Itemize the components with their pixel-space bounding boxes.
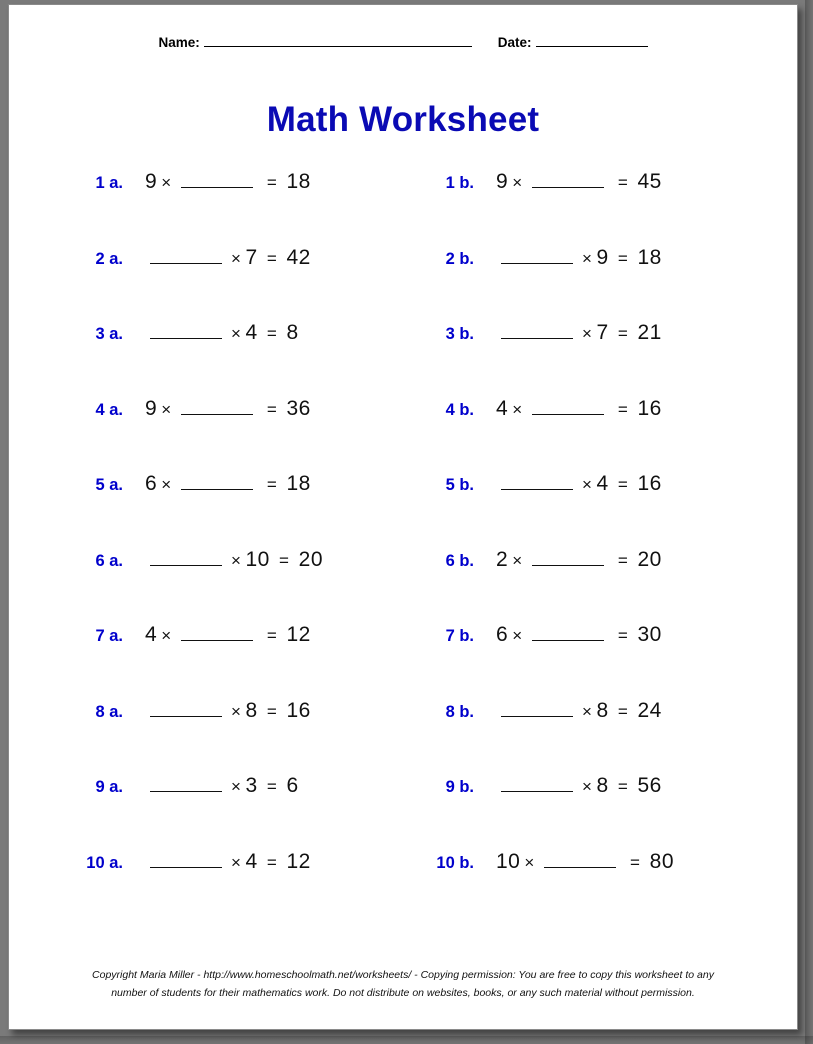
- equals-operator: =: [612, 475, 634, 494]
- equals-operator: =: [612, 248, 634, 268]
- operand-b: 7: [245, 245, 258, 269]
- multiplication-operator: ×: [231, 701, 242, 721]
- problem-number: 4 b.: [445, 400, 474, 419]
- equals-operator: =: [624, 852, 646, 872]
- page-title: Math Worksheet: [266, 100, 540, 139]
- operand-b: 8: [596, 774, 609, 797]
- problem-expression: [474, 548, 662, 572]
- problem-cell: [412, 623, 763, 647]
- operand-a: 4: [496, 396, 509, 420]
- multiplication-operator: ×: [582, 777, 593, 796]
- product-value: 21: [637, 321, 662, 344]
- equals-operator: =: [261, 248, 283, 268]
- problem-cell: [61, 850, 412, 874]
- operand-b: 4: [245, 321, 258, 344]
- problem-expression: [123, 170, 311, 194]
- problem-cell: [412, 850, 763, 874]
- answer-blank[interactable]: [544, 853, 616, 868]
- operand-b: 10: [245, 547, 270, 571]
- problem-expression: [123, 397, 311, 421]
- answer-blank[interactable]: [501, 777, 573, 792]
- multiplication-operator: ×: [231, 324, 242, 343]
- equals-operator: =: [261, 626, 283, 645]
- operand-b: 9: [596, 245, 609, 269]
- problem-row: [61, 548, 763, 624]
- problem-row: [61, 699, 763, 775]
- page-edge-shadow-right: [805, 0, 813, 1044]
- problem-cell: [61, 170, 412, 194]
- problem-number: 7 a.: [95, 627, 123, 645]
- answer-blank[interactable]: [150, 702, 222, 717]
- multiplication-operator: ×: [582, 248, 593, 268]
- product-value: 20: [298, 547, 324, 571]
- date-label: Date:: [497, 35, 532, 50]
- product-value: 12: [286, 849, 311, 873]
- problem-number: 3 a.: [95, 325, 123, 343]
- multiplication-operator: ×: [231, 777, 242, 796]
- problem-expression: [474, 397, 662, 421]
- equals-operator: =: [261, 852, 283, 872]
- operand-a: 9: [496, 170, 509, 193]
- answer-blank[interactable]: [501, 475, 573, 490]
- equals-operator: =: [612, 550, 634, 570]
- product-value: 16: [286, 698, 311, 722]
- problem-number: 7 b.: [445, 627, 474, 645]
- answer-blank[interactable]: [501, 324, 573, 339]
- problem-cell: [412, 699, 763, 723]
- problem-row: [61, 623, 763, 699]
- problem-expression: [123, 472, 311, 496]
- problem-expression: [123, 548, 323, 572]
- problem-expression: [123, 774, 299, 798]
- multiplication-operator: ×: [161, 475, 172, 494]
- problem-cell: [61, 321, 412, 345]
- problem-cell: [412, 774, 763, 798]
- product-value: 36: [286, 396, 311, 420]
- multiplication-operator: ×: [512, 399, 523, 419]
- problem-number: 3 b.: [445, 325, 474, 343]
- date-input-line[interactable]: [536, 33, 648, 47]
- multiplication-operator: ×: [231, 550, 242, 570]
- operand-a: 6: [496, 623, 509, 646]
- operand-a: 4: [145, 623, 158, 646]
- equals-operator: =: [612, 701, 634, 721]
- multiplication-operator: ×: [582, 701, 593, 721]
- problem-number: 9 b.: [445, 778, 474, 796]
- problem-cell: [61, 774, 412, 798]
- multiplication-operator: ×: [512, 626, 523, 645]
- operand-a: 2: [496, 547, 509, 571]
- problem-row: [61, 472, 763, 548]
- footer-copyright: [9, 967, 797, 1003]
- product-value: 16: [637, 472, 662, 495]
- problem-expression: [123, 850, 311, 874]
- problem-row: [61, 246, 763, 322]
- equals-operator: =: [612, 777, 634, 796]
- problem-expression: [474, 623, 662, 647]
- operand-b: 7: [596, 321, 609, 344]
- problem-number: 10 b.: [436, 853, 474, 872]
- equals-operator: =: [261, 324, 283, 343]
- equals-operator: =: [261, 399, 283, 419]
- multiplication-operator: ×: [524, 852, 535, 872]
- product-value: 18: [286, 472, 311, 495]
- problem-number: 8 a.: [95, 702, 123, 721]
- equals-operator: =: [612, 399, 634, 419]
- problem-cell: [61, 472, 412, 496]
- product-value: 80: [649, 849, 675, 873]
- equals-operator: =: [261, 777, 283, 796]
- problem-number: 1 a.: [95, 174, 123, 192]
- problem-cell: [412, 246, 763, 270]
- product-value: 45: [637, 170, 662, 193]
- problem-cell: [412, 472, 763, 496]
- problem-cell: [412, 548, 763, 572]
- problem-row: [61, 397, 763, 473]
- multiplication-operator: ×: [231, 248, 242, 268]
- name-date-row: [9, 33, 797, 50]
- answer-blank[interactable]: [532, 400, 604, 415]
- equals-operator: =: [612, 626, 634, 645]
- problem-number: 2 a.: [95, 249, 123, 268]
- problem-row: [61, 850, 763, 926]
- equals-operator: =: [261, 173, 283, 192]
- product-value: 24: [637, 698, 662, 722]
- product-value: 42: [286, 245, 311, 269]
- problem-number: 6 a.: [95, 551, 123, 570]
- problem-number: 4 a.: [95, 400, 123, 419]
- product-value: 56: [637, 774, 662, 797]
- operand-b: 3: [245, 774, 258, 797]
- problem-cell: [412, 397, 763, 421]
- page-edge-shadow-bottom: [0, 1036, 813, 1044]
- worksheet-sheet: [8, 4, 798, 1030]
- operand-b: 8: [245, 698, 258, 722]
- problem-expression: [474, 699, 662, 723]
- problem-number: 2 b.: [445, 249, 474, 268]
- problem-expression: [123, 699, 311, 723]
- equals-operator: =: [612, 173, 634, 192]
- equals-operator: =: [261, 701, 283, 721]
- problem-number: 1 b.: [445, 174, 474, 192]
- footer-line-1: Copyright Maria Miller - http://www.homeschoolmath.net/worksheets/ - Copying permission: You are free to copy this worksheet to any: [92, 969, 714, 982]
- answer-blank[interactable]: [181, 475, 253, 490]
- product-value: 20: [637, 547, 662, 571]
- problem-number: 9 a.: [95, 778, 123, 796]
- multiplication-operator: ×: [512, 550, 523, 570]
- answer-blank[interactable]: [150, 324, 222, 339]
- operand-a: 6: [145, 472, 158, 495]
- answer-blank[interactable]: [501, 702, 573, 717]
- problem-expression: [474, 246, 662, 270]
- problem-cell: [412, 170, 763, 194]
- answer-blank[interactable]: [181, 400, 253, 415]
- answer-blank[interactable]: [181, 626, 253, 641]
- product-value: 6: [286, 774, 299, 797]
- multiplication-operator: ×: [161, 399, 172, 419]
- problem-row: [61, 774, 763, 850]
- answer-blank[interactable]: [150, 777, 222, 792]
- problem-expression: [474, 850, 674, 874]
- problem-cell: [412, 321, 763, 345]
- product-value: 12: [286, 623, 311, 646]
- problem-cell: [61, 246, 412, 270]
- problem-number: 6 b.: [445, 551, 474, 570]
- problem-expression: [123, 321, 299, 345]
- problem-number: 8 b.: [445, 702, 474, 721]
- operand-a: 9: [145, 396, 158, 420]
- name-label: Name:: [158, 35, 200, 50]
- product-value: 16: [637, 396, 662, 420]
- multiplication-operator: ×: [582, 324, 593, 343]
- problem-expression: [474, 774, 662, 798]
- multiplication-operator: ×: [231, 852, 242, 872]
- problem-number: 5 b.: [445, 476, 474, 494]
- problem-expression: [474, 472, 662, 496]
- operand-a: 9: [145, 170, 158, 193]
- answer-blank[interactable]: [181, 173, 253, 188]
- answer-blank[interactable]: [150, 249, 222, 264]
- problem-expression: [474, 170, 662, 194]
- equals-operator: =: [261, 475, 283, 494]
- problem-cell: [61, 699, 412, 723]
- multiplication-operator: ×: [161, 626, 172, 645]
- product-value: 8: [286, 321, 299, 344]
- answer-blank[interactable]: [150, 853, 222, 868]
- multiplication-operator: ×: [582, 475, 593, 494]
- answer-blank[interactable]: [532, 173, 604, 188]
- footer-line-2: number of students for their mathematics work. Do not distribute on websites, books, or any such material without permission.: [111, 987, 695, 1000]
- problem-expression: [123, 623, 311, 647]
- answer-blank[interactable]: [501, 249, 573, 264]
- answer-blank[interactable]: [150, 551, 222, 566]
- operand-a: 10: [496, 849, 521, 873]
- product-value: 30: [637, 623, 662, 646]
- equals-operator: =: [273, 550, 295, 570]
- product-value: 18: [286, 170, 311, 193]
- operand-b: 8: [596, 698, 609, 722]
- problem-expression: [474, 321, 662, 345]
- problem-number: 5 a.: [95, 476, 123, 494]
- problem-cell: [61, 548, 412, 572]
- operand-b: 4: [596, 472, 609, 495]
- answer-blank[interactable]: [532, 551, 604, 566]
- multiplication-operator: ×: [161, 173, 172, 192]
- problem-cell: [61, 397, 412, 421]
- operand-b: 4: [245, 849, 258, 873]
- multiplication-operator: ×: [512, 173, 523, 192]
- equals-operator: =: [612, 324, 634, 343]
- answer-blank[interactable]: [532, 626, 604, 641]
- problem-row: [61, 170, 763, 246]
- problem-cell: [61, 623, 412, 647]
- name-input-line[interactable]: [204, 33, 472, 47]
- product-value: 18: [637, 245, 662, 269]
- problem-row: [61, 321, 763, 397]
- problem-grid: [9, 170, 797, 925]
- problem-expression: [123, 246, 311, 270]
- problem-number: 10 a.: [86, 853, 123, 872]
